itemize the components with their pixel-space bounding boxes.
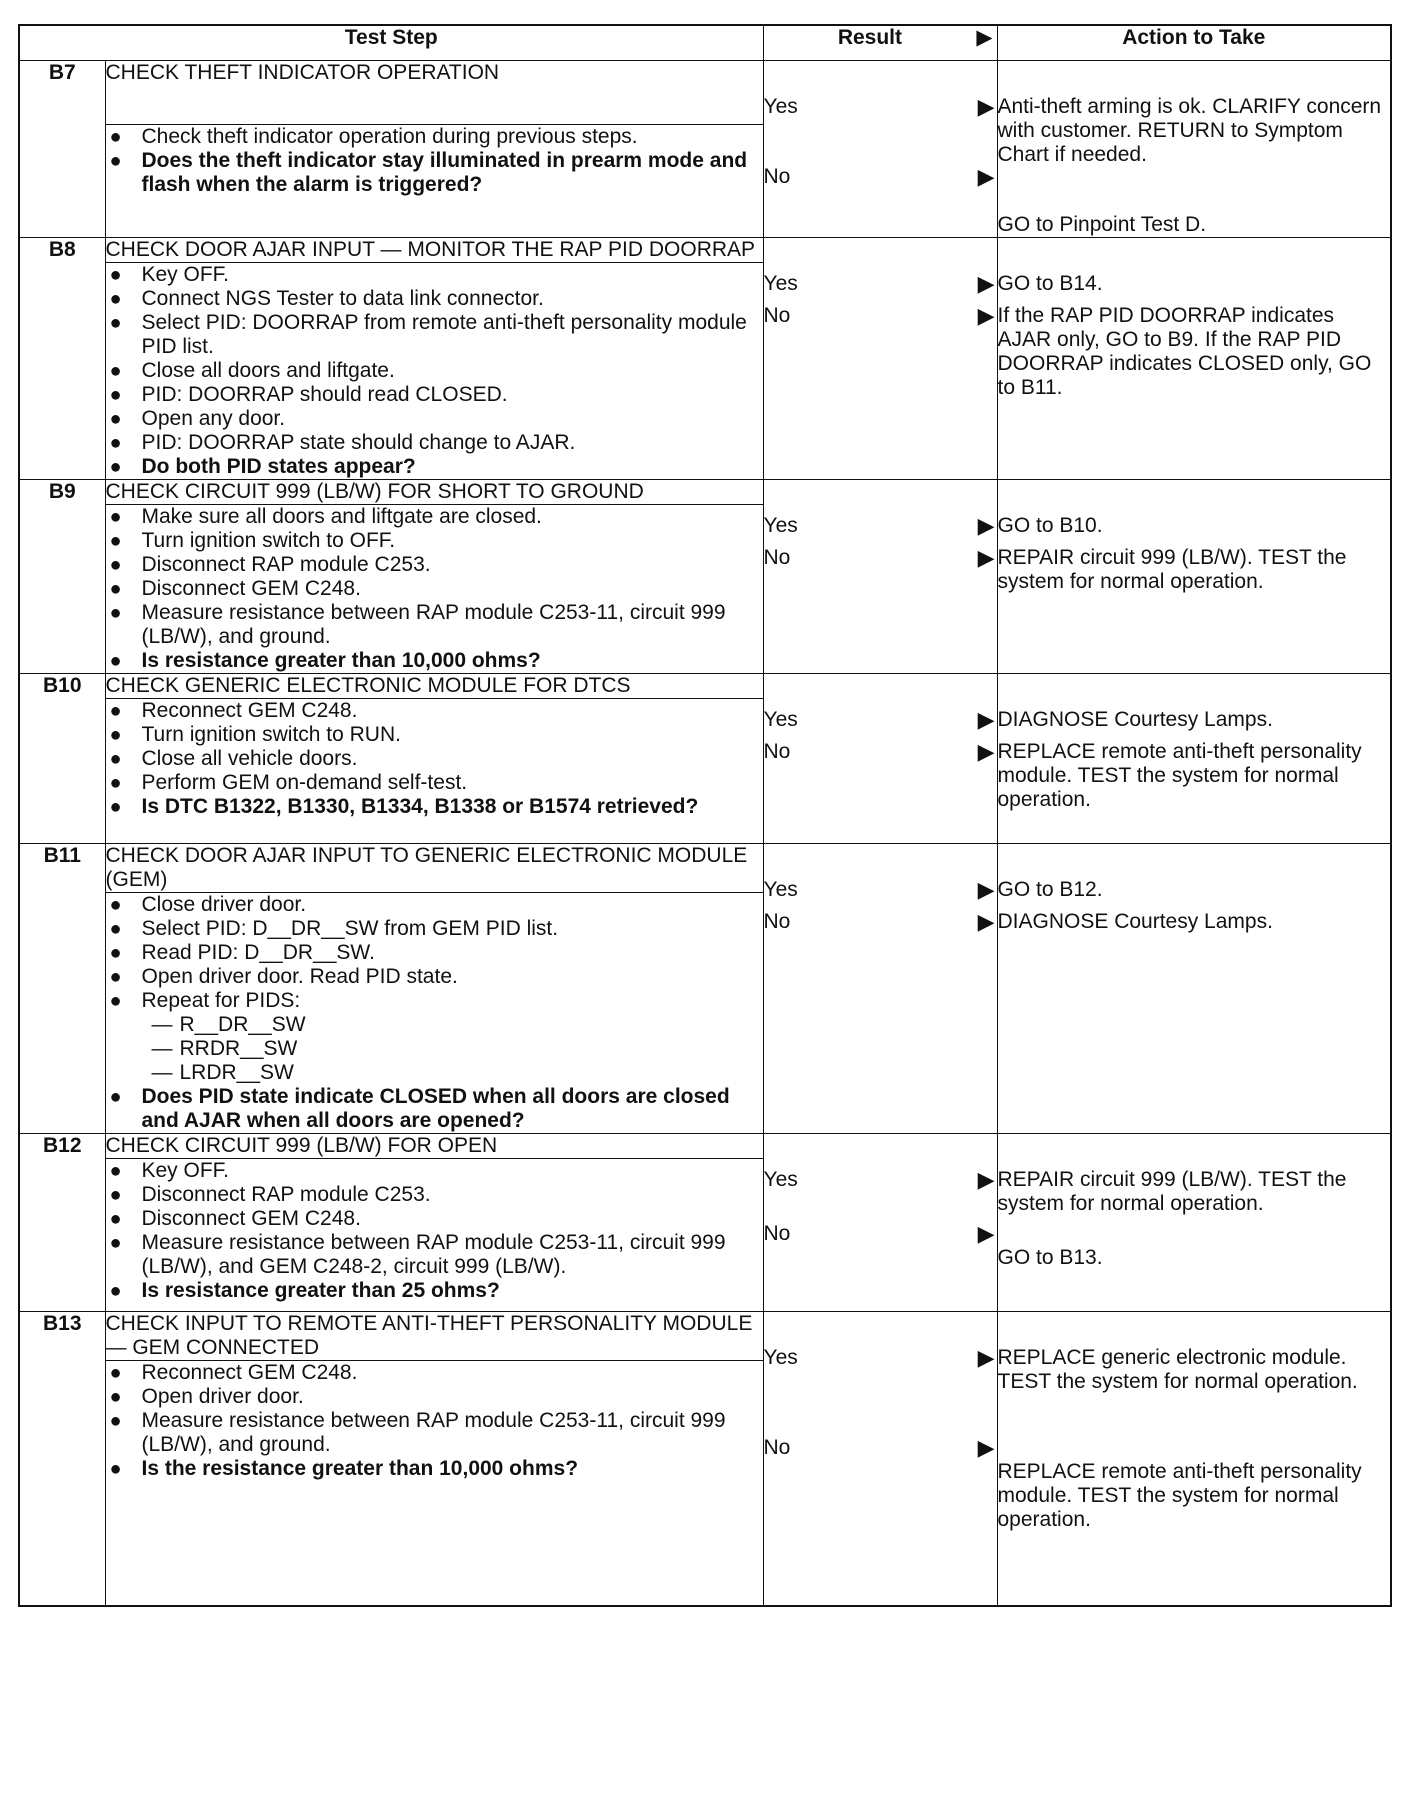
action-cell: [997, 61, 1391, 238]
instruction-item: [106, 505, 763, 529]
table-header-row: [19, 25, 1391, 61]
step-id: B7: [19, 61, 105, 238]
instruction-text: Check theft indicator operation during previous steps.: [141, 125, 638, 148]
pid-sub-list: [142, 1013, 763, 1085]
bullet-icon: ●: [109, 578, 122, 600]
step-title-row: [19, 674, 1391, 699]
step-title: CHECK CIRCUIT 999 (LB/W) FOR SHORT TO GROUND: [105, 480, 763, 505]
result-line: [764, 1346, 997, 1370]
result-line: [764, 1222, 997, 1246]
bullet-icon: ●: [109, 530, 122, 552]
arrow-right-icon: ▶: [977, 877, 995, 902]
bullet-icon: ●: [109, 288, 122, 310]
instruction-item: [106, 529, 763, 553]
bullet-icon: ●: [109, 724, 122, 746]
pid-name: RRDR__SW: [179, 1037, 298, 1060]
action-text: REPLACE remote anti-theft personality module. TEST the system for normal operation.: [997, 740, 1362, 811]
instruction-item: [106, 917, 763, 941]
result-header-label: Result: [837, 26, 903, 49]
bullet-icon: ●: [109, 700, 122, 722]
bullet-icon: ●: [109, 456, 122, 478]
result-label: Yes: [763, 878, 798, 901]
instruction-list: [106, 1159, 763, 1303]
arrow-right-icon: ▶: [977, 1345, 995, 1370]
arrow-right-icon: ▶: [977, 707, 995, 732]
instruction-item: [106, 287, 763, 311]
instruction-text: Close all doors and liftgate.: [141, 359, 395, 382]
instruction-item: [106, 1159, 763, 1183]
result-cell: [763, 844, 997, 1134]
instruction-item: [106, 723, 763, 747]
instruction-item: [106, 359, 763, 383]
instruction-item: [106, 407, 763, 431]
instruction-item: [106, 1409, 763, 1457]
instruction-text: PID: DOORRAP state should change to AJAR.: [141, 431, 576, 454]
bullet-icon: ●: [109, 1208, 122, 1230]
step-title-row: [19, 480, 1391, 505]
step-title-row: [19, 1134, 1391, 1159]
bullet-icon: ●: [109, 408, 122, 430]
instruction-item: [106, 747, 763, 771]
instruction-text: Close all vehicle doors.: [141, 747, 358, 770]
question-text: Is the resistance greater than 10,000 ohms?: [141, 1457, 579, 1480]
bullet-icon: ●: [109, 506, 122, 528]
action-text: GO to B12.: [997, 878, 1103, 901]
arrow-right-icon: ▶: [977, 1435, 995, 1460]
result-line: [764, 910, 997, 934]
instruction-item: [106, 311, 763, 359]
instruction-item: [106, 577, 763, 601]
action-header: Action to Take: [997, 25, 1391, 61]
bullet-icon: ●: [109, 312, 122, 334]
action-text: Anti-theft arming is ok. CLARIFY concern with customer. RETURN to Symptom Chart if needed.: [997, 95, 1382, 166]
instruction-item: [106, 699, 763, 723]
instruction-list: [106, 125, 763, 197]
result-line: [764, 708, 997, 732]
question-text: Do both PID states appear?: [141, 455, 416, 478]
instruction-text: Reconnect GEM C248.: [141, 1361, 358, 1384]
instruction-item: [106, 553, 763, 577]
bullet-icon: ●: [109, 384, 122, 406]
bullet-icon: ●: [109, 772, 122, 794]
step-title-row: [19, 238, 1391, 263]
result-label: Yes: [763, 1346, 798, 1369]
arrow-right-icon: ▶: [977, 1221, 995, 1246]
dash-icon: —: [151, 1013, 173, 1036]
step-id: B11: [19, 844, 105, 1134]
instruction-text: Disconnect RAP module C253.: [141, 553, 431, 576]
step-title: CHECK GENERIC ELECTRONIC MODULE FOR DTCS: [105, 674, 763, 699]
result-label: No: [763, 1222, 791, 1245]
instruction-text: Turn ignition switch to OFF.: [141, 529, 396, 552]
bullet-icon: ●: [109, 1086, 122, 1108]
bullet-icon: ●: [109, 894, 122, 916]
dash-icon: —: [151, 1061, 173, 1084]
instruction-item: [106, 431, 763, 455]
instruction-text: Measure resistance between RAP module C253-11, circuit 999 (LB/W), and ground.: [141, 1409, 726, 1456]
pid-item: [152, 1037, 763, 1061]
result-line: [764, 1436, 997, 1460]
sub-list-item: [106, 1013, 763, 1085]
action-text: GO to Pinpoint Test D.: [997, 213, 1207, 236]
instruction-item: [106, 965, 763, 989]
action-text: GO to B10.: [997, 514, 1103, 537]
arrow-right-icon: ▶: [977, 513, 995, 538]
bullet-icon: ●: [109, 126, 122, 148]
result-label: No: [763, 304, 791, 327]
test-question: [106, 795, 763, 819]
test-question: [106, 455, 763, 479]
instruction-text: Select PID: DOORRAP from remote anti-theft personality module PID list.: [141, 311, 747, 358]
arrow-right-icon: ▶: [977, 909, 995, 934]
instruction-text: Open driver door.: [141, 1385, 304, 1408]
arrow-right-icon: ▶: [977, 164, 995, 189]
bullet-icon: ●: [109, 1280, 122, 1302]
action-text: REPAIR circuit 999 (LB/W). TEST the system for normal operation.: [997, 1168, 1347, 1215]
result-line: [764, 304, 997, 328]
bullet-icon: ●: [109, 966, 122, 988]
question-text: Is resistance greater than 25 ohms?: [141, 1279, 500, 1302]
step-id: B9: [19, 480, 105, 674]
bullet-icon: ●: [109, 432, 122, 454]
bullet-icon: ●: [109, 360, 122, 382]
result-label: No: [763, 1436, 791, 1459]
result-line: [764, 95, 997, 119]
test-question: [106, 1279, 763, 1303]
result-header: [763, 25, 997, 61]
arrow-right-icon: ▶: [977, 739, 995, 764]
result-label: Yes: [763, 1168, 798, 1191]
result-label: Yes: [763, 95, 798, 118]
step-instructions: [105, 893, 763, 1134]
instruction-list: [106, 263, 763, 479]
instruction-item: [106, 263, 763, 287]
instruction-text: Key OFF.: [141, 263, 230, 286]
instruction-text: Repeat for PIDS:: [141, 989, 301, 1012]
step-title-row: [19, 1312, 1391, 1361]
result-label: No: [763, 165, 791, 188]
bullet-icon: ●: [109, 990, 122, 1012]
action-cell: [997, 238, 1391, 480]
pid-name: LRDR__SW: [179, 1061, 294, 1084]
bullet-icon: ●: [109, 748, 122, 770]
step-title-row: [19, 844, 1391, 893]
instruction-list: [106, 699, 763, 819]
instruction-text: Read PID: D__DR__SW.: [141, 941, 375, 964]
arrow-right-icon: ▶: [977, 271, 995, 296]
question-text: Is resistance greater than 10,000 ohms?: [141, 649, 541, 672]
action-cell: [997, 1312, 1391, 1607]
instruction-text: Connect NGS Tester to data link connector.: [141, 287, 544, 310]
bullet-icon: ●: [109, 796, 122, 818]
bullet-icon: ●: [109, 650, 122, 672]
result-label: No: [763, 910, 791, 933]
result-line: [764, 546, 997, 570]
instruction-item: [106, 941, 763, 965]
action-text: If the RAP PID DOORRAP indicates AJAR only, GO to B9. If the RAP PID DOORRAP indicates CLOSED only, GO to B11.: [997, 304, 1372, 399]
step-title-row: [19, 61, 1391, 125]
action-cell: [997, 844, 1391, 1134]
bullet-icon: ●: [109, 1458, 122, 1480]
instruction-text: Disconnect GEM C248.: [141, 1207, 361, 1230]
step-title: CHECK THEFT INDICATOR OPERATION: [105, 61, 763, 125]
instruction-item: [106, 1385, 763, 1409]
test-step-header: Test Step: [19, 25, 763, 61]
table-body: [19, 61, 1391, 1607]
action-cell: [997, 1134, 1391, 1312]
bullet-icon: ●: [109, 918, 122, 940]
step-id: B12: [19, 1134, 105, 1312]
bullet-icon: ●: [109, 1184, 122, 1206]
action-text: REPLACE remote anti-theft personality module. TEST the system for normal operation.: [997, 1460, 1362, 1531]
pid-item: [152, 1061, 763, 1085]
action-text: DIAGNOSE Courtesy Lamps.: [997, 910, 1273, 933]
arrow-right-icon: ▶: [977, 94, 995, 119]
instruction-text: Open driver door. Read PID state.: [141, 965, 458, 988]
instruction-list: [106, 1361, 763, 1481]
instruction-text: Disconnect RAP module C253.: [141, 1183, 431, 1206]
arrow-right-icon: ▶: [976, 26, 993, 49]
step-title: CHECK DOOR AJAR INPUT — MONITOR THE RAP PID DOORRAP: [105, 238, 763, 263]
step-instructions: [105, 505, 763, 674]
result-line: [764, 165, 997, 189]
bullet-icon: ●: [109, 554, 122, 576]
test-question: [106, 649, 763, 673]
step-id: B13: [19, 1312, 105, 1607]
result-cell: [763, 238, 997, 480]
instruction-item: [106, 383, 763, 407]
diagnostic-table-sheet: [18, 24, 1390, 1607]
arrow-right-icon: ▶: [977, 545, 995, 570]
step-instructions: [105, 125, 763, 238]
action-text: REPAIR circuit 999 (LB/W). TEST the system for normal operation.: [997, 546, 1347, 593]
bullet-icon: ●: [109, 150, 122, 172]
result-line: [764, 878, 997, 902]
bullet-icon: ●: [109, 1386, 122, 1408]
bullet-icon: ●: [109, 264, 122, 286]
instruction-text: Measure resistance between RAP module C253-11, circuit 999 (LB/W), and GEM C248-2, circuit 999 (LB/W).: [141, 1231, 726, 1278]
instruction-list: [106, 893, 763, 1133]
pid-name: R__DR__SW: [179, 1013, 306, 1036]
instruction-item: [106, 1361, 763, 1385]
test-question: [106, 149, 763, 197]
bullet-icon: ●: [109, 1232, 122, 1254]
arrow-right-icon: ▶: [977, 303, 995, 328]
step-instructions: [105, 1159, 763, 1312]
step-title: CHECK INPUT TO REMOTE ANTI-THEFT PERSONALITY MODULE — GEM CONNECTED: [105, 1312, 763, 1361]
bullet-icon: ●: [109, 1362, 122, 1384]
result-line: [764, 514, 997, 538]
action-text: DIAGNOSE Courtesy Lamps.: [997, 708, 1273, 731]
instruction-text: PID: DOORRAP should read CLOSED.: [141, 383, 508, 406]
instruction-list: [106, 505, 763, 673]
instruction-item: [106, 893, 763, 917]
step-id: B10: [19, 674, 105, 844]
question-text: Does the theft indicator stay illuminated in prearm mode and flash when the alarm is triggered?: [141, 149, 748, 196]
step-instructions: [105, 699, 763, 844]
result-line: [764, 272, 997, 296]
step-instructions: [105, 1361, 763, 1607]
result-cell: [763, 1312, 997, 1607]
step-title: CHECK CIRCUIT 999 (LB/W) FOR OPEN: [105, 1134, 763, 1159]
instruction-item: [106, 1207, 763, 1231]
action-cell: [997, 674, 1391, 844]
action-text: GO to B13.: [997, 1246, 1103, 1269]
result-cell: [763, 480, 997, 674]
instruction-item: [106, 601, 763, 649]
bullet-icon: ●: [109, 602, 122, 624]
instruction-text: Measure resistance between RAP module C253-11, circuit 999 (LB/W), and ground.: [141, 601, 726, 648]
action-text: REPLACE generic electronic module. TEST the system for normal operation.: [997, 1346, 1358, 1393]
test-question: [106, 1457, 763, 1481]
step-id: B8: [19, 238, 105, 480]
result-line: [764, 740, 997, 764]
result-label: No: [763, 546, 791, 569]
instruction-text: Close driver door.: [141, 893, 307, 916]
pinpoint-test-table: [18, 24, 1392, 1607]
test-question: [106, 1085, 763, 1133]
result-line: [764, 1168, 997, 1192]
instruction-text: Select PID: D__DR__SW from GEM PID list.: [141, 917, 559, 940]
result-cell: [763, 61, 997, 238]
action-text: GO to B14.: [997, 272, 1103, 295]
instruction-text: Key OFF.: [141, 1159, 230, 1182]
instruction-item: [106, 989, 763, 1013]
question-text: Does PID state indicate CLOSED when all doors are closed and AJAR when all doors are opened?: [141, 1085, 730, 1132]
bullet-icon: ●: [109, 1410, 122, 1432]
bullet-icon: ●: [109, 942, 122, 964]
instruction-text: Reconnect GEM C248.: [141, 699, 358, 722]
result-label: Yes: [763, 514, 798, 537]
question-text: Is DTC B1322, B1330, B1334, B1338 or B1574 retrieved?: [141, 795, 699, 818]
bullet-icon: ●: [109, 1160, 122, 1182]
result-cell: [763, 674, 997, 844]
result-label: No: [763, 740, 791, 763]
dash-icon: —: [151, 1037, 173, 1060]
instruction-text: Disconnect GEM C248.: [141, 577, 361, 600]
action-cell: [997, 480, 1391, 674]
result-label: Yes: [763, 708, 798, 731]
instruction-item: [106, 125, 763, 149]
pid-item: [152, 1013, 763, 1037]
result-label: Yes: [763, 272, 798, 295]
step-instructions: [105, 263, 763, 480]
result-cell: [763, 1134, 997, 1312]
instruction-text: Make sure all doors and liftgate are closed.: [141, 505, 542, 528]
instruction-text: Turn ignition switch to RUN.: [141, 723, 401, 746]
instruction-text: Perform GEM on-demand self-test.: [141, 771, 468, 794]
instruction-item: [106, 771, 763, 795]
instruction-item: [106, 1231, 763, 1279]
step-title: CHECK DOOR AJAR INPUT TO GENERIC ELECTRONIC MODULE (GEM): [105, 844, 763, 893]
arrow-right-icon: ▶: [977, 1167, 995, 1192]
instruction-item: [106, 1183, 763, 1207]
instruction-text: Open any door.: [141, 407, 286, 430]
